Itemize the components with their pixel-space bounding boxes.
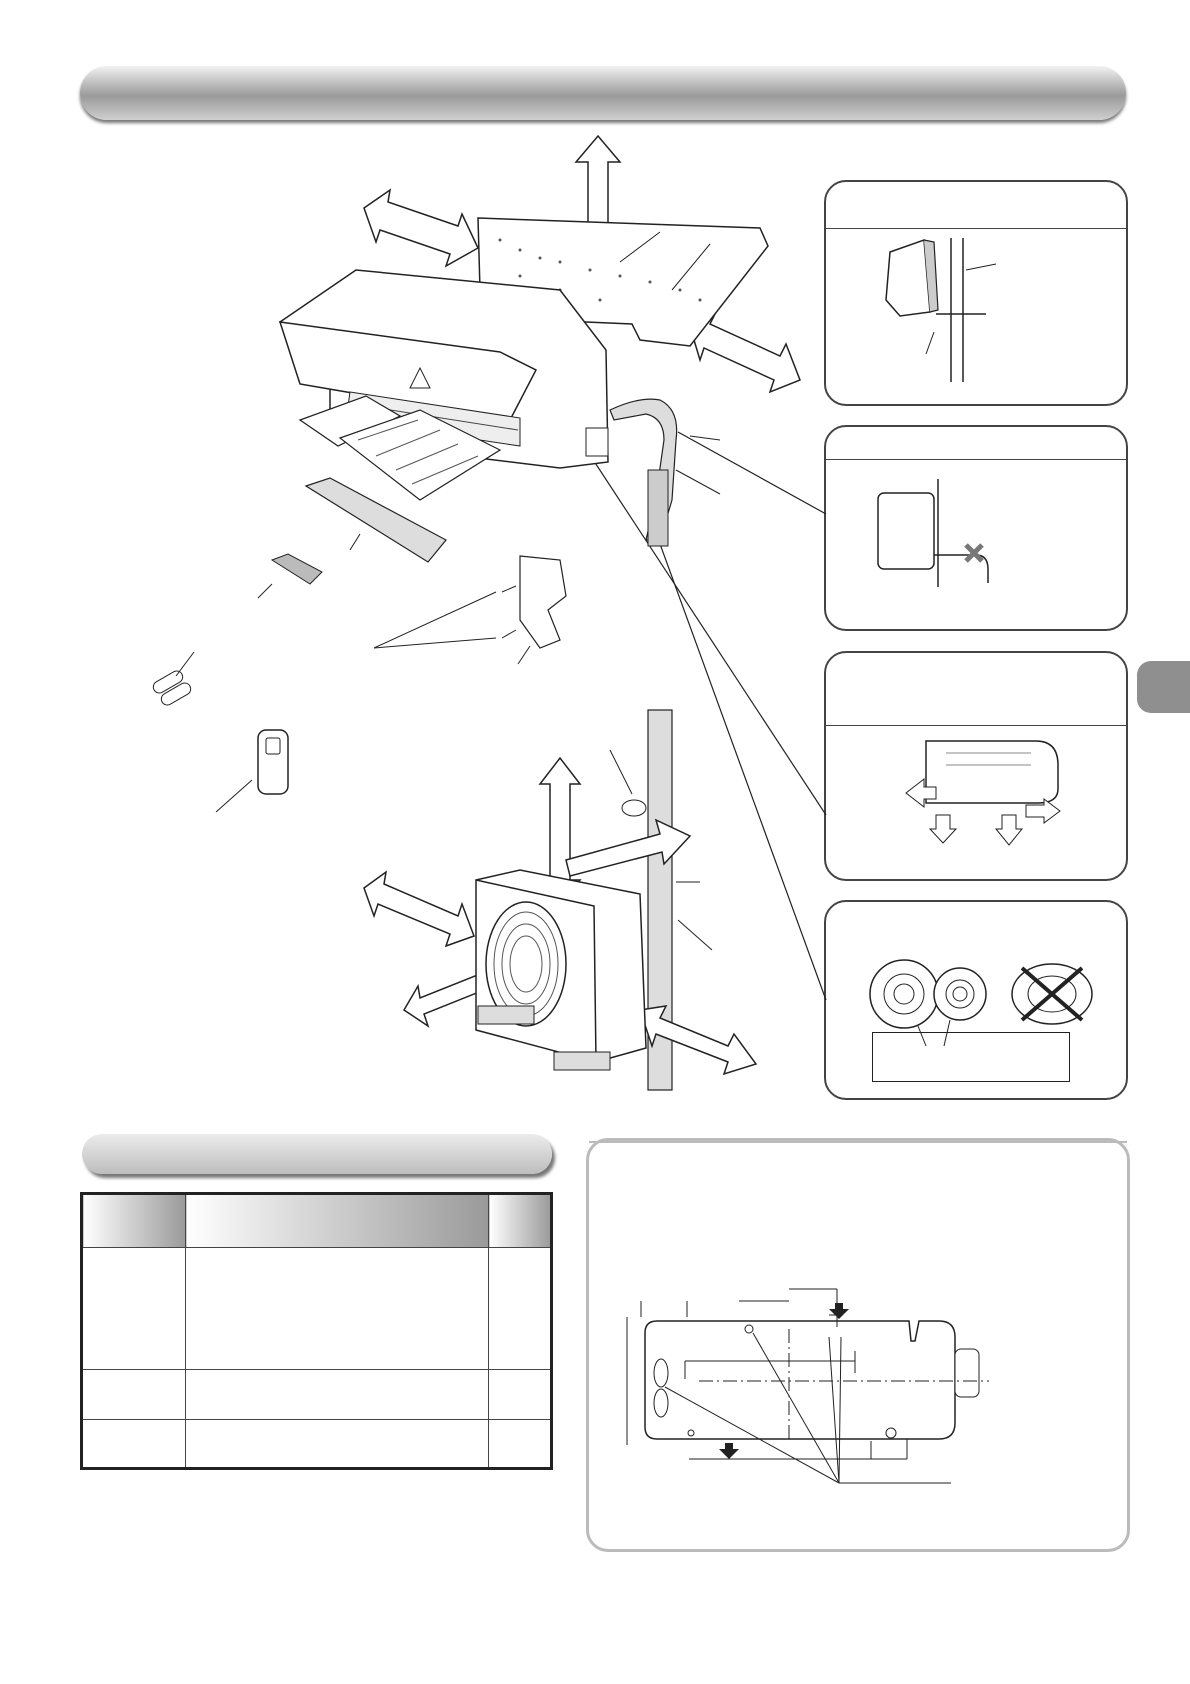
double-arrow-icon [364,872,474,946]
table-cell [489,1248,552,1370]
table-row [82,1370,552,1420]
mounting-plate-dimension-drawing [589,1141,1127,1549]
table-header-row [82,1194,552,1248]
table-cell [186,1370,489,1420]
table-cell [489,1370,552,1420]
table-cell [82,1248,186,1370]
accessories-table [80,1192,553,1470]
table-cell [82,1370,186,1420]
mounting-dimension-panel [586,1138,1130,1552]
column-header [186,1194,489,1248]
accessories-header [82,1134,552,1174]
double-arrow-icon [364,190,478,266]
column-header [82,1194,186,1248]
table-row [82,1420,552,1469]
table-cell [489,1420,552,1469]
table-cell [186,1248,489,1370]
table-cell [82,1420,186,1469]
column-header [489,1194,552,1248]
table-row [82,1248,552,1370]
table-cell [186,1420,489,1469]
